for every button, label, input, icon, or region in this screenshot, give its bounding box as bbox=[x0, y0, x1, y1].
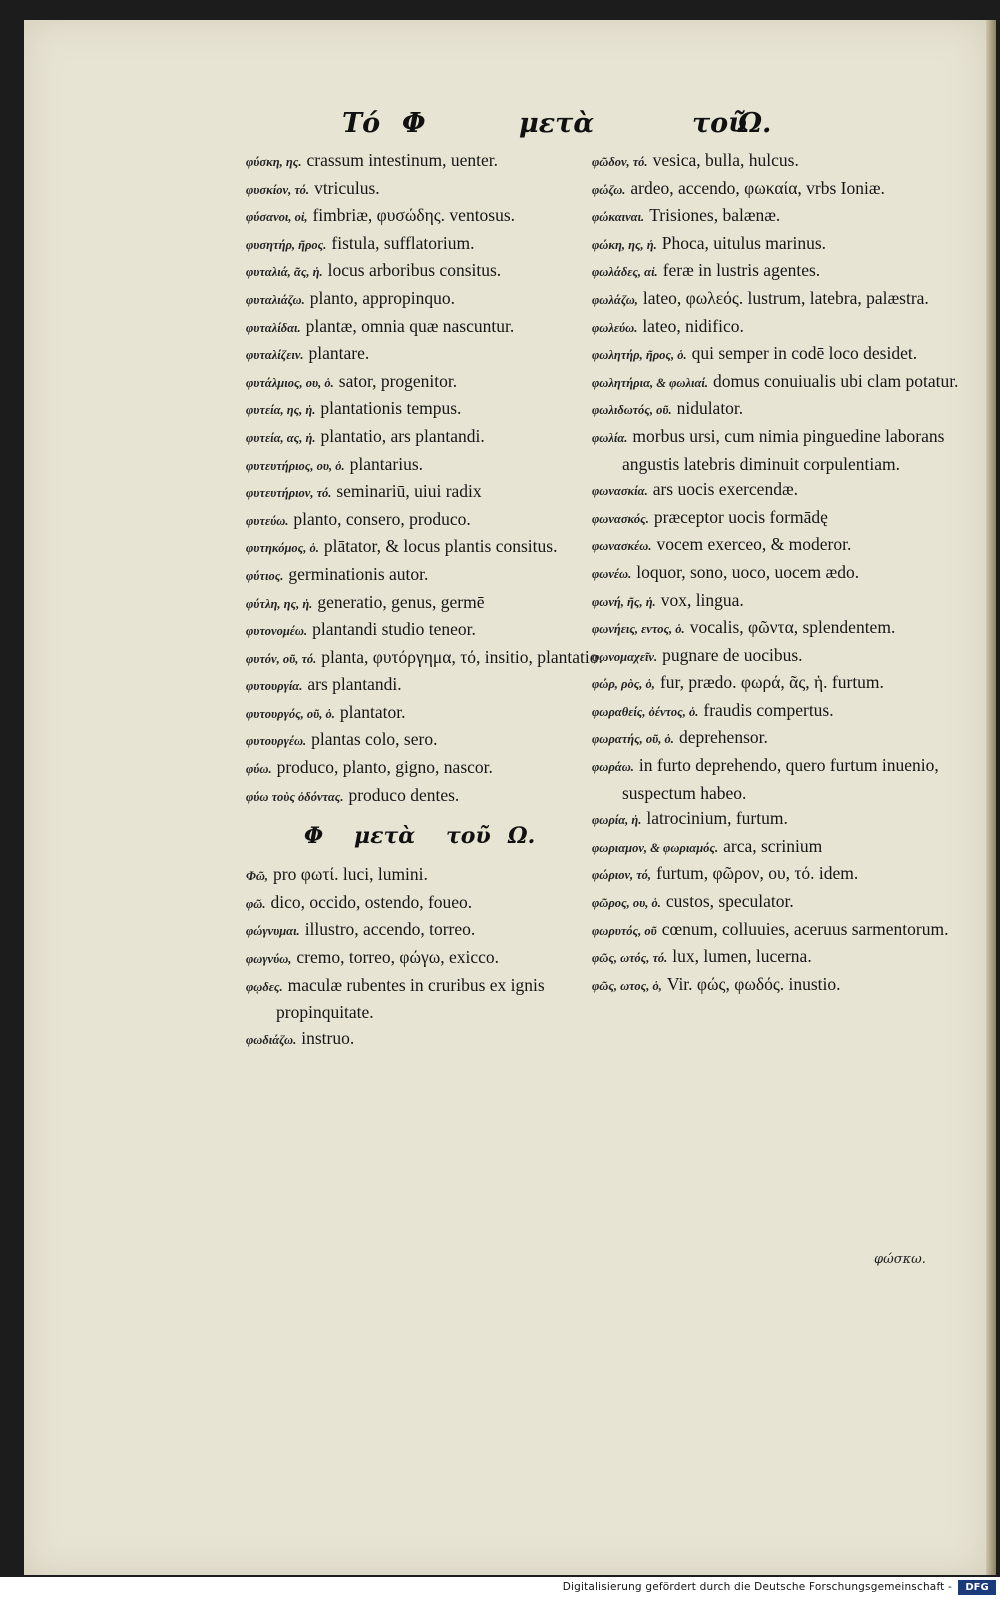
latin-definition: seminariū, uiui radix bbox=[336, 481, 482, 502]
latin-definition: custos, speculator. bbox=[665, 891, 794, 912]
greek-headword: φυσητήρ, ῆρος. bbox=[246, 237, 327, 252]
left-entry-list bbox=[246, 148, 611, 810]
latin-definition: pro φωτί. luci, lumini. bbox=[273, 864, 428, 885]
running-head-word: Τό bbox=[342, 108, 381, 139]
latin-definition: plantator. bbox=[339, 701, 406, 722]
greek-headword: φωραθείς, ὀέντος, ὁ. bbox=[592, 704, 699, 719]
latin-definition: produco, planto, gigno, nascor. bbox=[276, 757, 493, 778]
catchword: φώσκω. bbox=[874, 1252, 926, 1267]
dictionary-entry bbox=[246, 700, 611, 728]
dictionary-entry bbox=[246, 890, 611, 918]
subheading-word: Φ bbox=[304, 823, 324, 850]
dictionary-entry bbox=[592, 560, 970, 588]
latin-definition: fistula, sufflatorium. bbox=[331, 232, 475, 253]
greek-headword: φυτεύω. bbox=[246, 513, 289, 528]
dictionary-entry bbox=[246, 917, 611, 945]
subheading-word: τοῦ bbox=[446, 823, 491, 850]
dictionary-entry bbox=[592, 917, 970, 945]
greek-headword: φύσκη, ης. bbox=[246, 155, 302, 169]
dictionary-entry bbox=[246, 314, 611, 342]
greek-headword: φωρατής, οῦ, ὁ. bbox=[592, 732, 674, 747]
dictionary-entry bbox=[592, 203, 970, 231]
latin-definition: Vir. φώς, φωδός. inustio. bbox=[666, 973, 841, 994]
latin-definition: plantandi studio teneor. bbox=[312, 619, 476, 640]
dictionary-entry bbox=[246, 945, 611, 973]
dictionary-entry bbox=[246, 562, 611, 590]
dictionary-entry bbox=[246, 258, 611, 286]
latin-definition: plātator, & locus plantis consitus. bbox=[323, 536, 558, 557]
latin-definition: vox, lingua. bbox=[660, 589, 744, 610]
latin-definition: præceptor uocis formādę bbox=[653, 506, 828, 527]
latin-definition: qui semper in codē loco desidet. bbox=[691, 343, 918, 364]
latin-definition: Trisiones, balænæ. bbox=[649, 205, 781, 226]
greek-headword: φωλάδες, αἱ. bbox=[592, 265, 658, 280]
dictionary-entry bbox=[246, 507, 611, 535]
right-column bbox=[592, 148, 970, 999]
latin-definition: dico, occido, ostendo, foueo. bbox=[270, 891, 473, 912]
greek-headword: φωλητήρ, ῆρος, ὁ. bbox=[592, 348, 687, 363]
latin-definition: plantationis tempus. bbox=[320, 398, 462, 419]
latin-definition: plantatio, ars plantandi. bbox=[320, 425, 485, 446]
dictionary-entry bbox=[246, 862, 611, 890]
dictionary-entry bbox=[592, 889, 970, 917]
greek-headword: φωριαμον, & φωριαμός. bbox=[592, 840, 719, 855]
dictionary-entry bbox=[592, 396, 970, 424]
latin-definition: planto, consero, produco. bbox=[293, 508, 471, 529]
dictionary-entry bbox=[592, 532, 970, 560]
greek-headword: φῳδες. bbox=[246, 979, 283, 994]
latin-definition: pugnare de uocibus. bbox=[662, 644, 803, 665]
latin-definition: vesica, bulla, hulcus. bbox=[652, 150, 799, 170]
dictionary-entry bbox=[246, 755, 611, 783]
greek-headword: φυτάλμιος, ου, ὁ. bbox=[246, 375, 334, 390]
dictionary-entry bbox=[592, 834, 970, 862]
dictionary-entry bbox=[592, 148, 970, 176]
greek-headword: φωράω. bbox=[592, 760, 634, 775]
latin-definition: cremo, torreo, φώγω, exicco. bbox=[296, 947, 500, 968]
greek-headword: φώζω. bbox=[592, 182, 626, 197]
greek-headword: φώγνυμαι. bbox=[246, 924, 300, 939]
greek-headword: φυταλιάζω. bbox=[246, 292, 305, 307]
greek-headword: φωνασκία. bbox=[592, 484, 648, 499]
greek-headword: φυτόν, οῦ, τό. bbox=[246, 651, 317, 666]
latin-definition: planta, φυτόργημα, τό, insitio, plantatio. bbox=[321, 646, 603, 667]
dictionary-entry bbox=[246, 396, 611, 424]
greek-headword: φωνασκέω. bbox=[592, 539, 652, 554]
dictionary-entry bbox=[246, 148, 611, 176]
greek-headword: φῶ. bbox=[246, 896, 266, 911]
greek-headword: φυταλιά, ᾶς, ἡ. bbox=[246, 265, 323, 280]
greek-headword: φωνομαχεῖν. bbox=[592, 649, 658, 664]
dictionary-entry bbox=[592, 698, 970, 726]
latin-definition: in furto deprehendo, quero furtum inuenio, suspectum habeo. bbox=[622, 755, 939, 803]
greek-headword: φωγνύω, bbox=[246, 952, 292, 967]
greek-headword: φύω τοὺς ὀδόντας. bbox=[246, 789, 344, 804]
latin-definition: ars plantandi. bbox=[307, 674, 402, 695]
greek-headword: φυτευτήριος, ου, ὁ. bbox=[246, 458, 345, 473]
dictionary-entry bbox=[592, 424, 970, 477]
latin-definition: ardeo, accendo, φωκαία, vrbs Ioniæ. bbox=[630, 177, 885, 198]
footer-bar bbox=[0, 1577, 1000, 1599]
dfg-logo: DFG bbox=[958, 1580, 996, 1595]
dictionary-entry bbox=[246, 203, 611, 231]
latin-definition: vocem exerceo, & moderor. bbox=[656, 534, 852, 555]
greek-headword: φυτουργός, οῦ, ὁ. bbox=[246, 706, 335, 721]
latin-definition: plantare. bbox=[308, 343, 370, 364]
dictionary-entry bbox=[246, 424, 611, 452]
latin-definition: lux, lumen, lucerna. bbox=[672, 946, 812, 967]
subheading-word: Ω. bbox=[508, 823, 536, 850]
greek-headword: φύτιος. bbox=[246, 568, 284, 583]
dictionary-entry bbox=[592, 286, 970, 314]
greek-headword: φῶδον, τό. bbox=[592, 155, 648, 169]
running-head-word: τοῦ bbox=[692, 108, 747, 139]
dictionary-entry bbox=[592, 231, 970, 259]
greek-headword: φύσανοι, οἱ, bbox=[246, 210, 308, 225]
latin-definition: morbus ursi, cum nimia pinguedine laborans angustis latebris diminuit corpulentiam. bbox=[622, 425, 945, 474]
greek-headword: φυτευτήριον, τό. bbox=[246, 486, 332, 501]
running-head bbox=[24, 108, 986, 144]
dictionary-entry bbox=[592, 615, 970, 643]
dictionary-entry bbox=[592, 341, 970, 369]
greek-headword: φυτουργία. bbox=[246, 679, 303, 694]
latin-definition: fur, prædo. φωρά, ᾶς, ἡ. furtum. bbox=[659, 672, 884, 693]
dictionary-entry bbox=[246, 286, 611, 314]
greek-headword: φωδιάζω. bbox=[246, 1032, 297, 1047]
dictionary-entry bbox=[246, 783, 611, 811]
dictionary-entry bbox=[592, 176, 970, 204]
greek-headword: φῶρος, ου, ὁ. bbox=[592, 896, 661, 911]
left-column bbox=[246, 148, 611, 1053]
dictionary-entry bbox=[592, 806, 970, 834]
latin-definition: lateo, φωλεός. lustrum, latebra, palæstra. bbox=[642, 287, 929, 308]
latin-definition: feræ in lustris agentes. bbox=[662, 260, 821, 281]
latin-definition: nidulator. bbox=[676, 398, 744, 419]
dictionary-entry bbox=[592, 725, 970, 753]
latin-definition: deprehensor. bbox=[678, 727, 768, 748]
latin-definition: locus arboribus consitus. bbox=[327, 260, 502, 281]
greek-headword: φωλάζω, bbox=[592, 292, 638, 307]
greek-headword: φωλητήρια, & φωλιαί. bbox=[592, 375, 708, 390]
latin-definition: crassum intestinum, uenter. bbox=[306, 150, 498, 170]
latin-definition: illustro, accendo, torreo. bbox=[304, 919, 476, 940]
latin-definition: plantæ, omnia quæ nascuntur. bbox=[305, 315, 515, 336]
greek-headword: φύω. bbox=[246, 762, 272, 777]
latin-definition: arca, scrinium bbox=[723, 835, 823, 856]
dictionary-entry bbox=[246, 973, 611, 1026]
dictionary-entry bbox=[246, 479, 611, 507]
latin-definition: cœnum, colluuies, aceruus sarmentorum. bbox=[661, 918, 949, 939]
latin-definition: maculæ rubentes in cruribus ex ignis propinquitate. bbox=[276, 974, 545, 1023]
latin-definition: latrocinium, furtum. bbox=[646, 808, 788, 829]
dictionary-entry bbox=[592, 753, 970, 806]
running-head-word: Φ bbox=[402, 108, 426, 139]
dictionary-entry bbox=[592, 258, 970, 286]
latin-definition: ars uocis exercendæ. bbox=[652, 479, 798, 500]
latin-definition: vocalis, φῶντα, splendentem. bbox=[689, 617, 896, 638]
greek-headword: φωλία. bbox=[592, 430, 628, 445]
dictionary-entry bbox=[246, 1026, 611, 1054]
dictionary-entry bbox=[246, 231, 611, 259]
dictionary-entry bbox=[592, 972, 970, 1000]
latin-definition: vtriculus. bbox=[314, 177, 380, 198]
latin-definition: instruo. bbox=[301, 1027, 355, 1048]
greek-headword: φωνή, ῆς, ἡ. bbox=[592, 594, 656, 609]
dictionary-entry bbox=[246, 341, 611, 369]
latin-definition: produco dentes. bbox=[348, 784, 460, 805]
greek-headword: φυτηκόμος, ὁ. bbox=[246, 541, 319, 556]
latin-definition: lateo, nidifico. bbox=[642, 315, 744, 336]
greek-headword: φυτουργέω. bbox=[246, 734, 307, 749]
right-entry-list bbox=[592, 148, 970, 999]
dictionary-entry bbox=[592, 477, 970, 505]
greek-headword: φώκαιναι. bbox=[592, 210, 645, 225]
latin-definition: fraudis compertus. bbox=[703, 699, 834, 720]
dictionary-entry bbox=[592, 588, 970, 616]
latin-definition: germinationis autor. bbox=[288, 563, 429, 584]
greek-headword: φυταλίζειν. bbox=[246, 348, 304, 363]
dictionary-entry bbox=[592, 944, 970, 972]
latin-definition: planto, appropinquo. bbox=[309, 287, 456, 308]
latin-definition: sator, progenitor. bbox=[338, 370, 458, 391]
greek-headword: φῶς, ωτος, ὁ, bbox=[592, 978, 662, 993]
greek-headword: Φῶ, bbox=[246, 869, 269, 884]
dictionary-entry bbox=[246, 176, 611, 204]
greek-headword: φῶς, ωτός, τό. bbox=[592, 951, 668, 966]
latin-definition: domus conuiualis ubi clam potatur. bbox=[712, 370, 959, 391]
latin-definition: generatio, genus, germē bbox=[317, 591, 485, 612]
latin-definition: fimbriæ, φυσώδης. ventosus. bbox=[312, 205, 516, 226]
greek-headword: φώριον, τό, bbox=[592, 868, 652, 883]
greek-headword: φωλιδωτός, οῦ. bbox=[592, 403, 672, 418]
latin-definition: furtum, φῶρον, ου, τό. idem. bbox=[656, 863, 859, 884]
dictionary-entry bbox=[592, 861, 970, 889]
greek-headword: φύτλη, ης, ἡ. bbox=[246, 596, 313, 611]
page-edge bbox=[986, 20, 996, 1575]
dictionary-entry bbox=[246, 727, 611, 755]
greek-headword: φωρυτός, οῦ bbox=[592, 923, 657, 938]
greek-headword: φώρ, ρὸς, ὁ, bbox=[592, 677, 655, 692]
dictionary-entry bbox=[246, 672, 611, 700]
dictionary-entry bbox=[592, 670, 970, 698]
latin-definition: Phoca, uitulus marinus. bbox=[661, 232, 827, 253]
dictionary-entry bbox=[246, 645, 611, 673]
dictionary-entry bbox=[246, 617, 611, 645]
greek-headword: φωνασκός. bbox=[592, 511, 649, 526]
dictionary-entry bbox=[592, 369, 970, 397]
greek-headword: φωλεύω. bbox=[592, 320, 638, 335]
greek-headword: φωνέω. bbox=[592, 566, 632, 581]
latin-definition: plantarius. bbox=[349, 453, 424, 474]
running-head-word: μετὰ bbox=[519, 108, 595, 139]
latin-definition: loquor, sono, uoco, uocem ædo. bbox=[636, 561, 860, 582]
footer-credit: Digitalisierung gefördert durch die Deutsche Forschungsgemeinschaft - bbox=[562, 1581, 952, 1593]
dictionary-entry bbox=[592, 314, 970, 342]
greek-headword: φυσκίον, τό. bbox=[246, 182, 310, 197]
dictionary-entry bbox=[246, 369, 611, 397]
greek-headword: φυταλίδαι. bbox=[246, 320, 301, 335]
dictionary-entry bbox=[592, 643, 970, 671]
left-entry-list-2 bbox=[246, 862, 611, 1053]
dictionary-entry bbox=[246, 590, 611, 618]
book-page bbox=[24, 20, 986, 1575]
subheading-word: μετὰ bbox=[354, 823, 416, 850]
section-subheading bbox=[246, 814, 611, 858]
running-head-word: Ω. bbox=[738, 108, 772, 139]
dictionary-entry bbox=[246, 452, 611, 480]
greek-headword: φώκη, ης, ἡ. bbox=[592, 237, 657, 252]
greek-headword: φυτεία, ας, ἡ. bbox=[246, 430, 316, 445]
latin-definition: plantas colo, sero. bbox=[311, 729, 438, 750]
greek-headword: φωνήεις, εντος, ὁ. bbox=[592, 622, 685, 637]
greek-headword: φυτονομέω. bbox=[246, 624, 308, 639]
greek-headword: φωρία, ἡ. bbox=[592, 813, 642, 828]
greek-headword: φυτεία, ης, ἡ. bbox=[246, 403, 316, 418]
dictionary-entry bbox=[246, 534, 611, 562]
dictionary-entry bbox=[592, 505, 970, 533]
